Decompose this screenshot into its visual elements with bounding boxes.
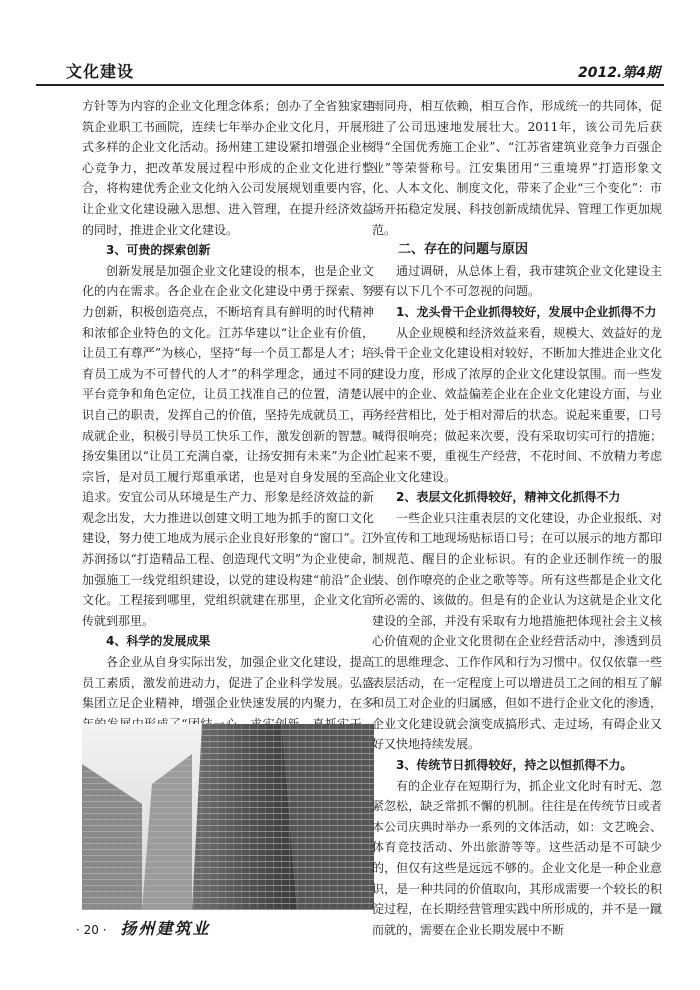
paragraph: 通过调研，从总体上看，我市建筑企业文化建设主要有以下几个不可忽视的问题。 — [372, 263, 662, 299]
building-photo — [82, 724, 374, 910]
left-column — [82, 96, 374, 755]
subheading: 4、科学的发展成果 — [106, 634, 211, 649]
paragraph: 各企业从自身实际出发，加强企业文化建设，提高员工素质，激发前进动力，促进了企业科学发展。弘盛集团立足企业精神，增强企业快速发展的内聚力，在多 — [82, 655, 374, 711]
section-heading: 二、存在的问题与原因 — [398, 242, 529, 258]
page-footer — [76, 916, 210, 939]
issue-label: 2012.第4期 — [577, 65, 660, 81]
subheading: 1、龙头骨干企业抓得较好，发展中企业抓得不力 — [396, 304, 657, 319]
subheading: 2、表层文化抓得较好，精神文化抓得不力 — [396, 490, 621, 505]
right-column — [372, 96, 662, 940]
paragraph: 从企业规模和经济效益来看，规模大、效益好的龙头骨干企业文化建设相对较好，不断加大推进企业文化建设力度，形成了浓厚的企业文化建设氛围。而一些发展中的企业、效益偏差企业在企业文化建设方面，与业务经营相比，处于相对滞后的状态。说起来重要，口号喊得很响亮；做起来次要，没有采取切实可行的措施；忙起来不要，重视生产经营，不花时间、不放精力考虑企业文化建设。 — [372, 325, 662, 484]
subheading: 3、可贵的探索创新 — [106, 243, 211, 258]
paragraph: 创新发展是加强企业文化建设的根本，也是企业文化的内在需求。各企业在企业文化建设中勇于探索、努力创新，积极创造亮点，不断培育具有鲜明的时代精神和浓郁企业特色的文化。江苏华建以“让企业有价值，让员工有尊严”为核心，坚持“每一个员工都是人才；培育员工成为不可替代的人才”的科学理念，通过不同的平台竞争和角色定位，让员工找准自己的位置，清楚认识自己的职责，发挥自己的价值，坚持先成就员工，再成就企业，积极引导员工快乐工作，激发创新的智慧。扬安集团以“让员工充满自豪，让扬安拥有未来”为企业宗旨，是对员工履行郑重承诺，也是对自身发展的至高追求。安宜公司从环境是生产力、形象是经济效益的新观念出发，大力推进以创建文明工地为抓手的窗口文化建设，努力使工地成为展示企业良好形象的“窗口”。江苏润扬以“打造精品工程、创造现代文明”为企业使命，加强施工一线党组织建设，以党的建设构建“前沿”企业文化。工程接到哪里，党组织就建在那里，企业文化宣传就到那里。 — [82, 263, 374, 628]
paragraph: 一些企业只注重表层的文化建设，办企业报纸、对外宣传和工地现场贴标语口号；在可以展示的地方都印制规范、醒目的企业标识。有的企业还制作统一的服装、创作嘹亮的企业之歌等等。所有这些都是企业文化所必需的、该做的。但是有的企业认为这就是企业文化建设的全部，并没有采取有力地措施把体现社会主义核心价值观的企业文化贯彻在企业经营活动中，渗透到员工的思维理念、工作作风和行为习惯中。仅仅依靠一些表层活动，在一定程度上可以增进员工之间的相互了解和员工对企业的归属感，但如不进行企业文化的渗透，企业文化建设就会演变成搞形式、走过场，有碍企业又好又快地持续发展。 — [372, 510, 662, 752]
paragraph: 雨同舟，相互依赖，相互合作，形成统一的共同体，促进了公司迅速地发展壮大。2011年，该公司先后获得“全国优秀施工企业”、“江苏省建筑业竞争力百强企业”等荣誉称号。江安集团用“三重境界”打造形象文化、人本文化、制度文化，带来了企业“三个变化”：市场开拓稳定发展、科技创新成绩优异、管理工作更加规范。 — [372, 99, 662, 237]
page-number: · 20 · — [76, 923, 107, 937]
paragraph: 方针等为内容的企业文化理念体系；创办了全省独家建筑企业职工书画院，连续七年举办企业文化月，开展形式多样的企业文化活动。扬州建工建设紧扣增强企业核心竞争力，把改革发展过程中形成的企业文化进行整合，将构建优秀企业文化纳入公司发展规划重要内容，让企业文化建设融入思想、进入管理，在提升经济效益的同时，推进企业文化建设。 — [82, 99, 374, 237]
magazine-logo: 扬州建筑业 — [120, 919, 211, 938]
section-title: 文化建设 — [66, 62, 135, 81]
subheading: 3、传统节日抓得较好，持之以恒抓得不力。 — [396, 758, 633, 772]
running-header — [36, 60, 664, 86]
paragraph: 有的企业存在短期行为，抓企业文化时有时无、忽紧忽松，缺乏常抓不懈的机制。往往是在传统节日或者本公司庆典时举办一系列的文体活动，如：文艺晚会、体育竞技活动、外出旅游等等。这些活动是不可缺少的，但仅有这些是远远不够的。企业文化是一种企业意识，是一种共同的价值取向，其形成需要一个较长的积淀过程，在长期经营管理实践中所形成的，并不是一蹴而就的，需要在企业长期发展中不断 — [372, 778, 662, 937]
